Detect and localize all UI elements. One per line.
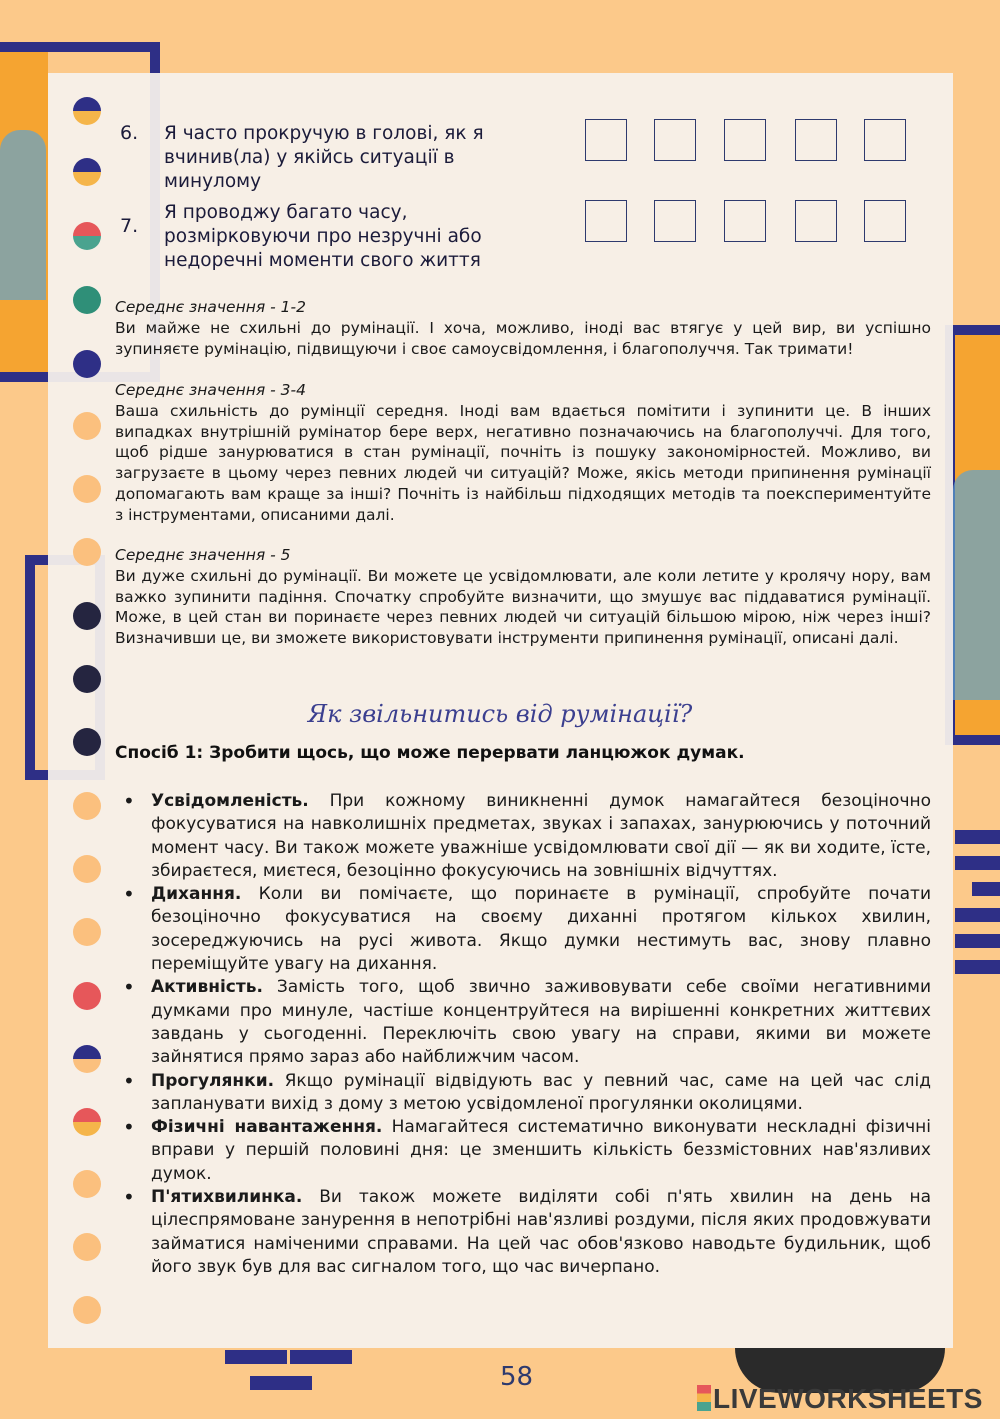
ring-decoration bbox=[73, 350, 101, 378]
answer-checkbox[interactable] bbox=[585, 119, 627, 161]
method-text: Якщо румінації відвідують вас у певний час, саме на цей час слід запланувати вихід з дому з метою усвідомленої прогулянки околицями. bbox=[151, 1070, 931, 1114]
brick bbox=[290, 1350, 352, 1364]
brick bbox=[955, 830, 1000, 844]
ring-decoration bbox=[73, 602, 101, 630]
result-heading: Середнє значення - 1-2 bbox=[115, 298, 306, 316]
brick bbox=[955, 908, 1000, 922]
question-number: 6. bbox=[120, 122, 139, 144]
method-term: Усвідомленість. bbox=[151, 791, 309, 811]
ring-decoration bbox=[73, 158, 101, 186]
method-term: Активність. bbox=[151, 977, 263, 998]
method-text: При кожному виникненні думок намагайтеся безоціночно фокусуватися на навколишніх предметах, звуках і запахах, занурюючись у поточний момент часу. Ви також можете уважніше усвідомлювати свої дії — як ви ходите, їсте, збираєтеся, миєтеся, безоцінно фокусуючись на зовнішніх відчуттях. bbox=[151, 791, 931, 881]
brick bbox=[250, 1376, 312, 1390]
result-heading: Середнє значення - 3-4 bbox=[115, 381, 306, 399]
method-text: Коли ви помічаєте, що поринаєте в румінації, спробуйте почати безоціночно фокусуватися на своєму диханні протягом кількох хвилин, зосереджуючись на русі живота. Якщо думки нестимуть вас, знову плавно переміщуйте увагу на дихання. bbox=[151, 884, 931, 975]
result-text: Ви майже не схильні до румінації. І хоча, можливо, іноді вас втягує у цей вир, ви успішно зупиняєте румінацію, підвищуючи і своє самоусвідомлення, і благополуччя. Так тримати! bbox=[115, 318, 931, 358]
brick bbox=[955, 856, 1000, 870]
method-term: Прогулянки. bbox=[151, 1070, 275, 1091]
answer-checkbox[interactable] bbox=[864, 200, 906, 242]
liveworksheets-logo[interactable] bbox=[697, 1383, 983, 1415]
answer-checkbox[interactable] bbox=[795, 200, 837, 242]
logo-icon bbox=[697, 1385, 711, 1411]
method-text: Ви також можете виділяти собі п'ять хвилин на день на цілеспрямоване занурення в непотрібні нав'язливі роздуми, після яких продовжувати займатися наміченими справами. На цей час обов'язково наводьте будильник, щоб його звук був для вас сигналом того, що час вичерпано. bbox=[151, 1187, 931, 1277]
list-item bbox=[115, 976, 931, 1069]
ring-decoration bbox=[73, 412, 101, 440]
brick bbox=[972, 882, 1000, 896]
method-text: Замість того, щоб звично заживовувати себе своїми негативними думками про минуле, частіше концентруйтеся на вирішенні конкретних життєвих завдань у сьогоденні. Переключіть свою увагу на справи, якими ви можете зайнятися прямо зараз або найближчим часом. bbox=[151, 977, 931, 1068]
list-item bbox=[115, 1070, 931, 1117]
method-title: Спосіб 1: Зробити щось, що може перервати ланцюжок думак. bbox=[115, 743, 745, 763]
illustration-person-left bbox=[0, 130, 46, 300]
brick bbox=[955, 960, 1000, 974]
question-text: Я часто прокручую в голові, як я вчинив(ла) у якійсь ситуації в минулому bbox=[164, 123, 484, 192]
ring-decoration bbox=[73, 286, 101, 314]
section-title: Як звільнитись від румінації? bbox=[307, 700, 693, 728]
ring-decoration bbox=[73, 982, 101, 1010]
ring-decoration bbox=[73, 728, 101, 756]
result-text: Ваша схильність до румінції середня. Іноді вам вдається помітити і зупинити це. В інших випадках внутрішній румінатор бере верх, негативно позначаючись на благополуччі. Для того, щоб рідше занурюватися в стан румінації, почніть із пошуку закономірностей. Можливо, ви загрузаєте в цьому через певних людей чи ситуацій? Може, якісь методи припинення румінації допомагають вам краще за інші? Почніть із найбільш підходящих методів та поекспериментуйте з інструментами, описаними далі. bbox=[115, 401, 931, 524]
ring-decoration bbox=[73, 538, 101, 566]
brick bbox=[955, 934, 1000, 948]
question-number: 7. bbox=[120, 215, 139, 237]
method-text: Намагайтеся систематично виконувати нескладні фізичні вправи у першій половині дня: це зменшить кількість беззмістовних нав'язливих думок. bbox=[151, 1117, 932, 1184]
result-3-4 bbox=[115, 380, 931, 526]
ring-decoration bbox=[73, 665, 101, 693]
ring-decoration bbox=[73, 1108, 101, 1136]
methods-list bbox=[115, 790, 931, 1279]
list-item bbox=[115, 790, 931, 883]
brick bbox=[225, 1350, 287, 1364]
ring-decoration bbox=[73, 792, 101, 820]
answer-checkbox[interactable] bbox=[654, 200, 696, 242]
answer-checkbox[interactable] bbox=[724, 119, 766, 161]
ring-decoration bbox=[73, 1170, 101, 1198]
answer-checkbox[interactable] bbox=[864, 119, 906, 161]
result-1-2 bbox=[115, 297, 931, 359]
ring-decoration bbox=[73, 475, 101, 503]
logo-text: LIVEWORKSHEETS bbox=[713, 1383, 983, 1414]
ring-decoration bbox=[73, 1045, 101, 1073]
ring-decoration bbox=[73, 918, 101, 946]
answer-checkbox[interactable] bbox=[585, 200, 627, 242]
list-item bbox=[115, 883, 931, 976]
method-term: Дихання. bbox=[151, 884, 242, 905]
ring-decoration bbox=[73, 1233, 101, 1261]
method-term: П'ятихвилинка. bbox=[151, 1187, 303, 1208]
method-term: Фізичні навантаження. bbox=[151, 1117, 383, 1138]
answer-checkbox[interactable] bbox=[795, 119, 837, 161]
question-text: Я проводжу багато часу, розмірковуючи про незручні або недоречні моменти свого життя bbox=[164, 202, 482, 271]
result-5 bbox=[115, 545, 931, 649]
ring-decoration bbox=[73, 1296, 101, 1324]
list-item bbox=[115, 1186, 931, 1279]
answer-checkbox[interactable] bbox=[654, 119, 696, 161]
result-heading: Середнє значення - 5 bbox=[115, 546, 291, 564]
answer-checkbox[interactable] bbox=[724, 200, 766, 242]
illustration-person-right bbox=[953, 470, 1000, 700]
list-item bbox=[115, 1116, 931, 1186]
ring-decoration bbox=[73, 855, 101, 883]
result-text: Ви дуже схильні до румінації. Ви можете це усвідомлювати, але коли летите у кролячу нору, вам важко зупинити падіння. Спочатку спробуйте визначити, що змушує вас піддаватися румінації. Може, в цей стан ви поринаєте через певних людей чи ситуацій більшою мірою, ніж через інші? Визначивши це, ви зможете використовувати інструменти припинення румінації, описані далі. bbox=[115, 566, 931, 648]
page-number: 58 bbox=[500, 1362, 534, 1392]
ring-decoration bbox=[73, 222, 101, 250]
ring-decoration bbox=[73, 97, 101, 125]
